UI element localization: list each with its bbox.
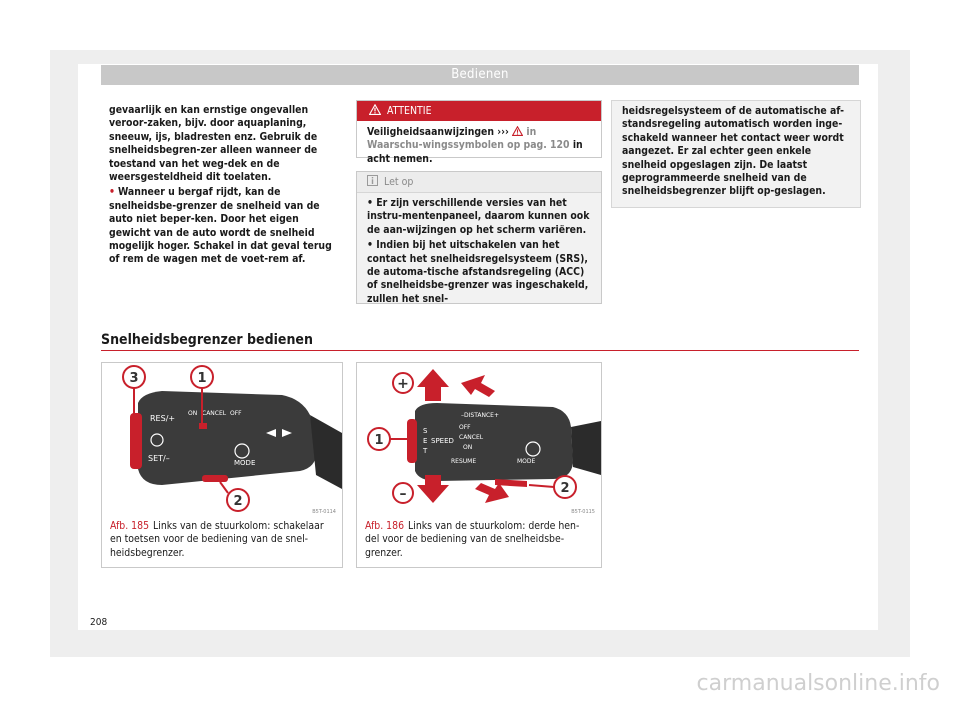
s-label: S: [423, 427, 428, 435]
third-lever-illustration: [357, 363, 601, 517]
warning-icon: [369, 104, 381, 115]
callout-leader: [220, 482, 228, 493]
figure-label: Afb. 185: [110, 520, 150, 532]
attention-text-end: in acht nemen.: [367, 139, 583, 165]
note-header: [357, 172, 601, 193]
lever-tip-button: [407, 419, 417, 463]
cancel-label: CANCEL: [202, 410, 227, 417]
page-header: Bedienen: [101, 65, 859, 85]
lever-body: [138, 391, 316, 485]
speed-label: SPEED: [431, 437, 454, 445]
figure-186: [356, 362, 602, 568]
lever-tip-button: [130, 413, 142, 469]
bullet-icon: •: [109, 186, 115, 199]
bullet-text: Wanneer u bergaf rijdt, kan de snelheidsbe-grenzer de snelheid van de auto niet beper-ken. Door het eigen gewicht van de auto wordt de snelheid mogelijk hoger. Schakel in dat geval terug of rem de wagen met de voet-rem af.: [109, 186, 332, 266]
callout-minus-label: –: [399, 486, 407, 502]
attention-body: [357, 121, 601, 171]
page-number: 208: [90, 617, 108, 628]
section-divider: [101, 350, 859, 351]
off-label: OFF: [230, 410, 242, 417]
column-1-text: [109, 104, 335, 269]
note-heading: Let op: [384, 176, 414, 188]
attention-header: [357, 101, 601, 121]
figure-code: B5T-0115: [571, 509, 595, 515]
figure-caption: [365, 520, 591, 560]
callout-leader: [529, 485, 554, 487]
pull-arrow-icon: [475, 483, 509, 503]
section-title: Snelheidsbegrenzer bedienen: [101, 332, 313, 348]
push-arrow-icon: [461, 375, 495, 397]
figure-code: B5T-0114: [312, 509, 336, 515]
distance-label: –DISTANCE+: [461, 412, 499, 419]
watermark: carmanualsonline.info: [696, 671, 940, 696]
stalk-switch-illustration: [102, 363, 342, 517]
attention-box: [356, 100, 602, 165]
lever-shaft: [571, 421, 601, 475]
warning-icon: [512, 126, 523, 136]
callout-2-label: 2: [560, 481, 570, 496]
figure-caption: [110, 520, 336, 560]
cancel-label: CANCEL: [459, 434, 484, 441]
slide-switch: [199, 423, 207, 429]
bullet-item: [109, 186, 335, 266]
up-arrow-icon: [417, 369, 449, 401]
callout-plus-label: +: [397, 376, 409, 392]
on-label: ON: [188, 410, 198, 417]
note-body: [357, 193, 601, 312]
note-box: [356, 171, 602, 304]
bullet-text: Indien bij het uitschakelen van het contact het snelheidsregelsysteem (SRS), de automa-tische afstandsregeling (ACC) of snelheidsbe-grenzer was ingeschakeld, zullen het snel-: [367, 239, 589, 305]
on-label: ON: [463, 444, 473, 451]
caption-text: Links van de stuurkolom: schakelaar en toetsen voor de bediening van de snel-heidsbegrenzer.: [110, 520, 324, 559]
rocker-button: [202, 475, 228, 482]
bullet-icon: •: [367, 239, 373, 252]
callout-3-label: 3: [129, 371, 139, 386]
mode-label: MODE: [517, 458, 536, 465]
mode-label: MODE: [234, 459, 256, 467]
callout-2-label: 2: [233, 494, 243, 509]
figure-label: Afb. 186: [365, 520, 405, 532]
paragraph: gevaarlijk en kan ernstige ongevallen veroor-zaken, bijv. door aquaplaning, sneeuw, ijs, bladresten enz. Gebruik de snelheidsbegren-zer alleen wanneer de toestand van het weg-dek en de weersgesteldheid dit toelaten.: [109, 104, 318, 184]
res-label: RES/+: [150, 414, 176, 423]
bullet-text: Er zijn verschillende versies van het instru-mentenpaneel, daarom kunnen ook de aan-wijzingen op het scherm variëren.: [367, 197, 590, 236]
t-label: T: [423, 447, 428, 455]
lever-shaft: [310, 415, 342, 489]
bullet-item: [367, 197, 591, 237]
figure-image: [357, 363, 601, 517]
callout-1-label: 1: [197, 371, 207, 386]
cross-reference-link[interactable]: in Waarschu-wingssymbolen op pag. 120: [367, 126, 570, 152]
figure-185: [101, 362, 343, 568]
attention-text: Veiligheidsaanwijzingen ›››: [367, 126, 509, 138]
figure-image: [102, 363, 342, 517]
caption-text: Links van de stuurkolom: derde hen-del voor de bediening van de snelheidsbe-grenzer.: [365, 520, 580, 559]
bullet-item: [367, 239, 591, 306]
note-continuation-text: heidsregelsysteem of de automatische af-standsregeling automatisch worden inge-schakeld wanneer het contact weer wordt aangezet. Er zal echter geen enkele snelheid opgeslagen zijn. De laatst geprogrammeerde snelheid van de snelheidsbegrenzer blijft op-geslagen.: [622, 105, 845, 198]
note-continuation-box: [611, 100, 861, 208]
bullet-icon: •: [367, 197, 373, 209]
set-label: SET/–: [148, 454, 170, 463]
e-label: E: [423, 437, 428, 445]
callout-1-label: 1: [374, 433, 384, 448]
attention-heading: ATTENTIE: [387, 105, 432, 117]
off-label: OFF: [459, 424, 471, 431]
info-icon: [367, 175, 378, 186]
resume-label: RESUME: [451, 458, 477, 465]
